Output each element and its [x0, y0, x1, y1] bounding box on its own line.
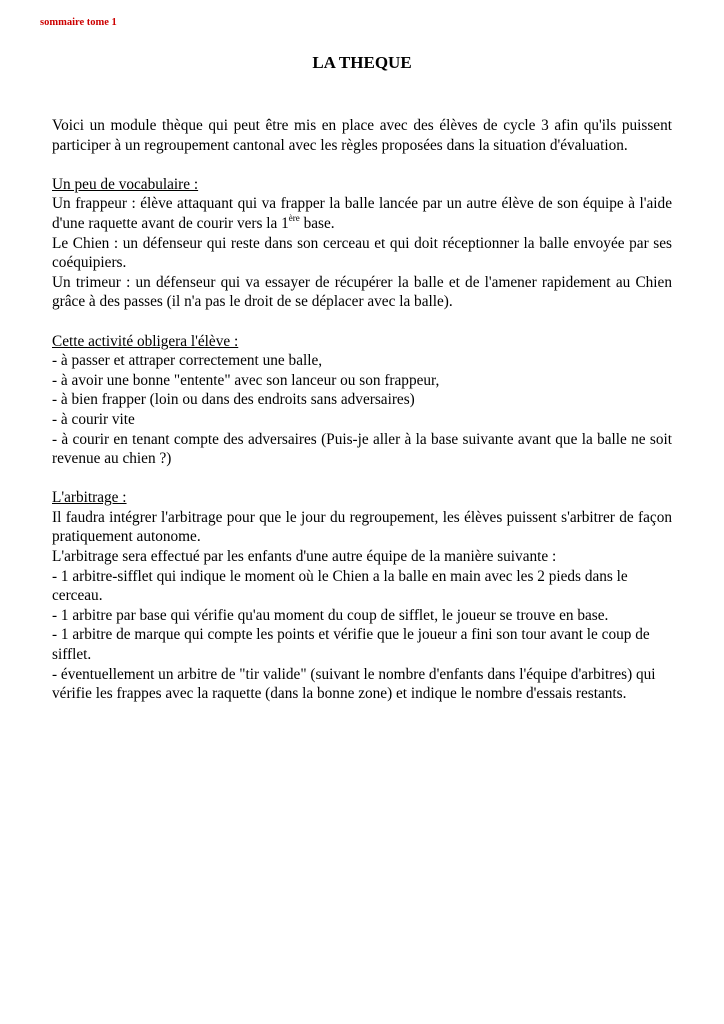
- activity-item: - à courir en tenant compte des adversaires (Puis-je aller à la base suivante avant que la balle ne soit revenue au chien ?): [52, 430, 672, 468]
- activity-item: - à courir vite: [52, 410, 135, 428]
- arbitrage-paragraph: - éventuellement un arbitre de "tir valide" (suivant le nombre d'enfants dans l'équipe d'arbitres) qui vérifie les frappes avec la raquette (dans la bonne zone) et indique le nombre d'essais restants.: [52, 665, 656, 703]
- activity-item: - à avoir une bonne "entente" avec son lanceur ou son frappeur,: [52, 371, 440, 389]
- definition-trimeur: Un trimeur : un défenseur qui va essayer de récupérer la balle et de l'amener rapidement au Chien grâce à des passes (il n'a pas le droit de se déplacer avec la balle).: [52, 273, 672, 311]
- activity-item: - à passer et attraper correctement une balle,: [52, 352, 323, 370]
- page-title: LA THEQUE: [312, 53, 412, 72]
- arbitrage-paragraph: L'arbitrage sera effectué par les enfants d'une autre équipe de la manière suivante :: [52, 548, 557, 566]
- spacer: [52, 312, 672, 332]
- arbitrage-heading: [52, 488, 672, 508]
- activity-heading-text: Cette activité obligera l'élève :: [52, 332, 239, 350]
- spacer: [52, 155, 672, 175]
- arbitrage-paragraph: - 1 arbitre-sifflet qui indique le moment où le Chien a la balle en main avec les 2 pieds dans le cerceau.: [52, 567, 628, 605]
- ordinal-superscript: ère: [288, 212, 300, 223]
- document-body: [52, 116, 672, 704]
- spacer: [52, 469, 672, 489]
- activity-heading: [52, 332, 672, 352]
- vocabulary-heading: [52, 175, 672, 195]
- definition-frappeur-end: base.: [299, 214, 335, 232]
- definition-chien: Le Chien : un défenseur qui reste dans son cerceau et qui doit réceptionner la balle envoyée par ses coéquipiers.: [52, 234, 672, 272]
- arbitrage-paragraph: - 1 arbitre de marque qui compte les points et vérifie que le joueur a fini son tour avant le coup de sifflet.: [52, 626, 650, 664]
- summary-link[interactable]: sommaire tome 1: [40, 17, 117, 28]
- vocabulary-heading-text: Un peu de vocabulaire :: [52, 175, 199, 193]
- definition-frappeur-text: Un frappeur : élève attaquant qui va frapper la balle lancée par un autre élève de son équipe à l'aide d'une raquette avant de courir vers la 1: [52, 195, 672, 232]
- arbitrage-paragraph: - 1 arbitre par base qui vérifie qu'au moment du coup de sifflet, le joueur se trouve en base.: [52, 606, 609, 624]
- definition-frappeur: [52, 194, 672, 233]
- intro-paragraph: Voici un module thèque qui peut être mis en place avec des élèves de cycle 3 afin qu'ils puissent participer à un regroupement cantonal avec les règles proposées dans la situation d'évaluation.: [52, 117, 672, 154]
- activity-item: - à bien frapper (loin ou dans des endroits sans adversaires): [52, 391, 415, 409]
- arbitrage-heading-text: L'arbitrage :: [52, 489, 127, 507]
- arbitrage-paragraph: Il faudra intégrer l'arbitrage pour que le jour du regroupement, les élèves puissent s'arbitrer de façon pratiquement autonome.: [52, 508, 672, 546]
